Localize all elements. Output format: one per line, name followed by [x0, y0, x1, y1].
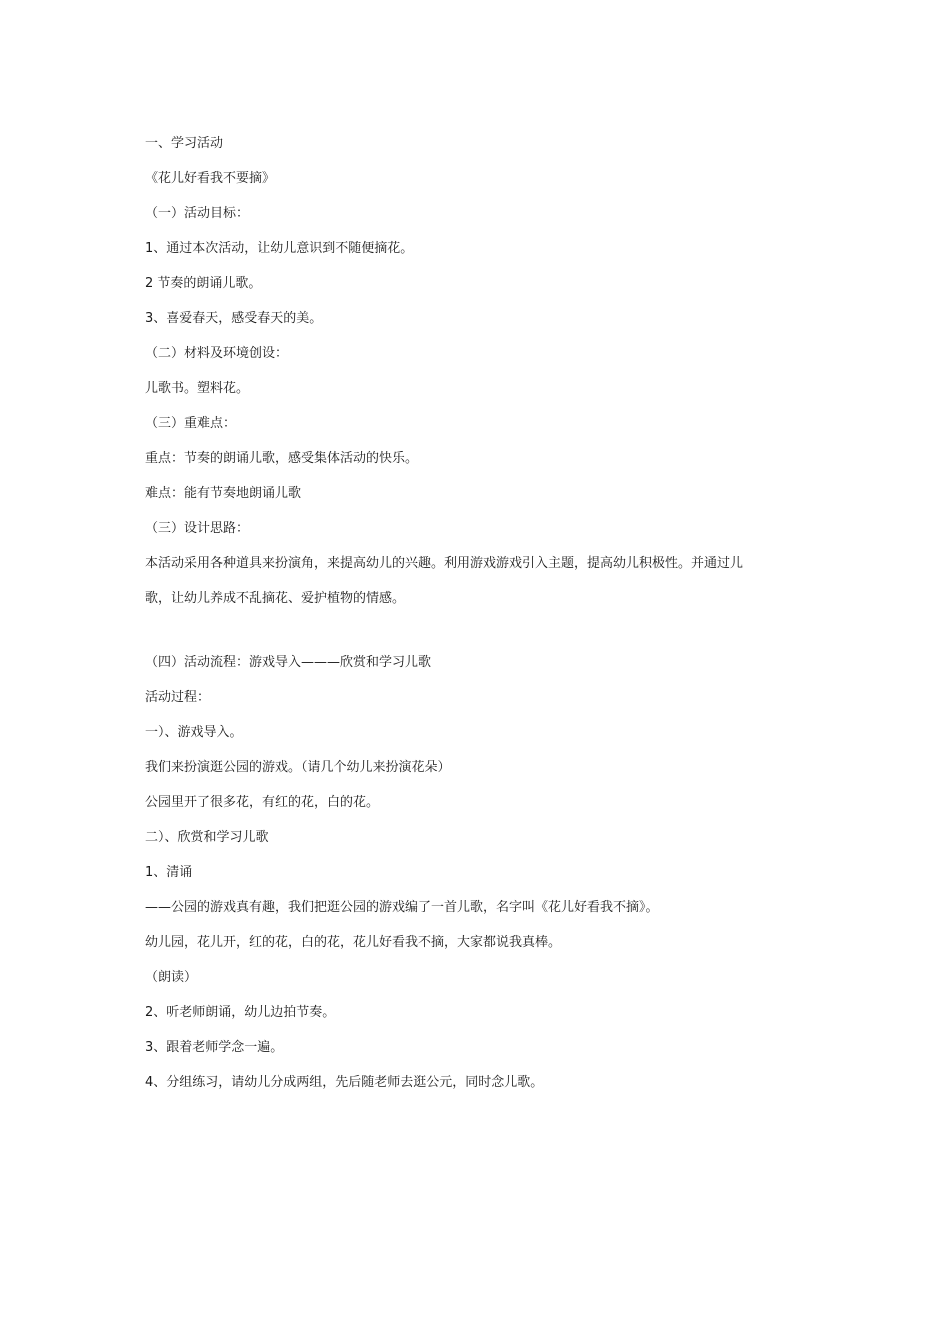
goal-item: 1、通过本次活动，让幼儿意识到不随便摘花。	[145, 241, 414, 256]
list-item: 2、听老师朗诵，幼儿边拍节奏。	[145, 1005, 336, 1020]
materials-text: 儿歌书。塑料花。	[145, 381, 250, 396]
list-item: 4、分组练习，请幼儿分成两组，先后随老师去逛公元，同时念儿歌。	[145, 1075, 544, 1090]
paragraph-text: 我们来扮演逛公园的游戏。（请几个幼儿来扮演花朵）	[145, 760, 451, 775]
goal-item: 2 节奏的朗诵儿歌。	[145, 276, 262, 291]
list-item: 1、清诵	[145, 865, 193, 880]
section-heading: 一、学习活动	[145, 136, 224, 151]
subsection-heading: （二）材料及环境创设：	[145, 346, 289, 361]
document-body	[145, 126, 815, 1100]
rhyme-text: 幼儿园，花儿开，红的花，白的花，花儿好看我不摘，大家都说我真棒。	[145, 935, 562, 950]
activity-title: 《花儿好看我不要摘》	[145, 171, 276, 186]
paragraph-text: ——公园的游戏真有趣，我们把逛公园的游戏编了一首儿歌，名字叫《花儿好看我不摘》。	[145, 900, 659, 915]
paragraph-text: （朗读）	[145, 970, 198, 985]
goal-item: 3、喜爱春天，感受春天的美。	[145, 311, 323, 326]
subsection-heading: （三）设计思路：	[145, 521, 250, 536]
difficult-point-text: 难点：能有节奏地朗诵儿歌	[145, 486, 302, 501]
paragraph-text: 公园里开了很多花，有红的花，白的花。	[145, 795, 380, 810]
key-point-text: 重点：节奏的朗诵儿歌，感受集体活动的快乐。	[145, 451, 419, 466]
design-paragraph-line: 本活动采用各种道具来扮演角，来提高幼儿的兴趣。利用游戏游戏引入主题，提高幼儿积极性。并通过儿	[145, 556, 744, 571]
paragraph-gap	[145, 616, 815, 645]
step-heading: 二）、欣赏和学习儿歌	[145, 830, 269, 845]
list-item: 3、跟着老师学念一遍。	[145, 1040, 284, 1055]
design-paragraph-line: 歌，让幼儿养成不乱摘花、爱护植物的情感。	[145, 591, 406, 606]
subsection-heading: （四）活动流程：游戏导入———欣赏和学习儿歌	[145, 655, 432, 670]
subsection-heading: （一）活动目标：	[145, 206, 250, 221]
process-heading: 活动过程：	[145, 690, 211, 705]
subsection-heading: （三）重难点：	[145, 416, 237, 431]
step-heading: 一）、游戏导入。	[145, 725, 243, 740]
